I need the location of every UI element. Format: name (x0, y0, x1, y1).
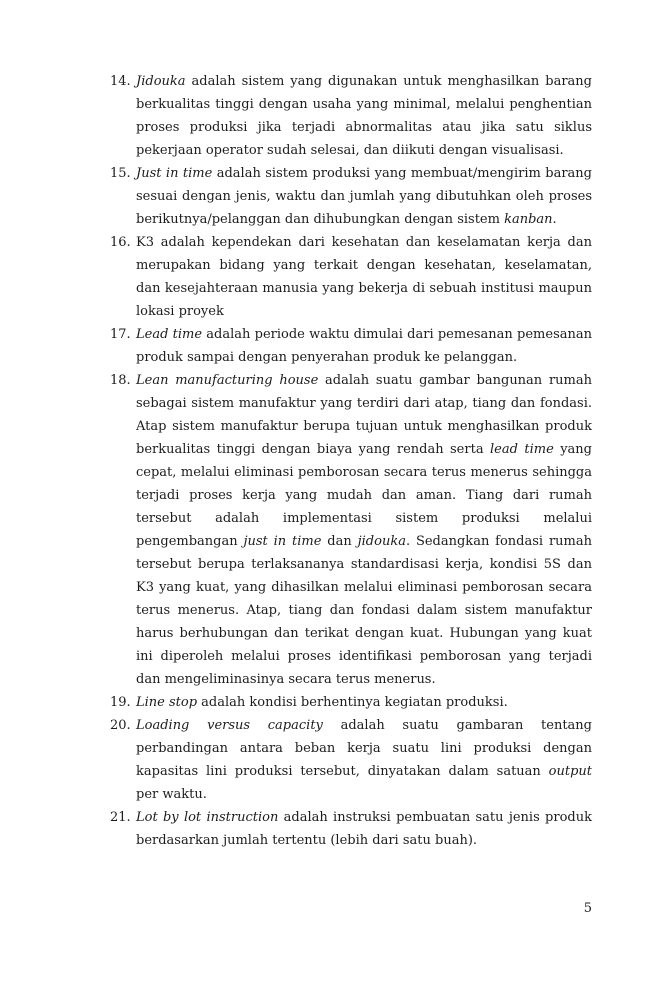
item-text (136, 714, 592, 806)
text-segment: adalah kondisi berhentinya kegiatan produksi. (197, 695, 508, 710)
item-number: 17. (110, 327, 131, 342)
item-number: 19. (110, 695, 131, 710)
term-italic: just in time (243, 534, 322, 549)
text-segment: adalah sistem yang digunakan untuk menghasilkan barang berkualitas tinggi dengan usaha yang minimal, melalui penghentian proses produksi jika terjadi abnormalitas atau jika satu siklus pekerjaan operator sudah selesai, dan diikuti dengan visualisasi. (136, 74, 592, 158)
term-italic: kanban (504, 212, 553, 227)
item-number: 18. (110, 373, 131, 388)
item-text (136, 162, 592, 231)
item-text (136, 806, 592, 852)
text-segment: per waktu. (136, 787, 207, 802)
term-italic: Lean manufacturing house (136, 373, 319, 388)
text-segment: yang cepat, melalui eliminasi pemborosan secara terus menerus sehingga terjadi proses kerja yang mudah dan aman. Tiang dari rumah tersebut adalah implementasi sistem produksi melalui pengembangan (136, 442, 593, 549)
list-item (110, 714, 592, 806)
term-italic: Just in time (136, 166, 213, 181)
list-item (110, 369, 592, 691)
text-segment: adalah sistem produksi yang membuat/mengirim barang sesuai dengan jenis, waktu dan jumlah yang dibutuhkan oleh proses berikutnya/pelanggan dan dihubungkan dengan sistem (136, 166, 592, 227)
term-italic: Line stop (136, 695, 198, 710)
text-segment: adalah suatu gambar bangunan rumah sebagai sistem manufaktur yang terdiri dari atap, tiang dan fondasi. Atap sistem manufaktur berupa tujuan untuk menghasilkan produk berkualitas tinggi dengan biaya yang rendah serta (136, 373, 592, 457)
list-item (110, 806, 592, 852)
item-text (136, 323, 592, 369)
list-item (110, 70, 592, 162)
list-item (110, 231, 592, 323)
term-italic: Lead time (136, 327, 203, 342)
text-segment: adalah instruksi pembuatan satu jenis produk berdasarkan jumlah tertentu (lebih dari satu buah). (136, 810, 592, 848)
text-segment: . Sedangkan fondasi rumah tersebut berupa terlaksananya standardisasi kerja, kondisi 5S dan K3 yang kuat, yang dihasilkan melalui eliminasi pemborosan secara terus menerus. Atap, tiang dan fondasi dalam sistem manufaktur harus berhubungan dan terikat dengan kuat. Hubungan yang kuat ini diperoleh melalui proses identifikasi pemborosan yang terjadi dan mengeliminasinya secara terus menerus. (136, 534, 592, 687)
term-italic: output (548, 764, 592, 779)
item-number: 16. (110, 235, 131, 250)
term-italic: Jidouka (136, 74, 186, 89)
text-segment: dan (321, 534, 358, 549)
item-number: 20. (110, 718, 131, 733)
term-italic: Loading versus capacity (136, 718, 323, 733)
item-text (136, 231, 592, 323)
page-number: 5 (583, 901, 592, 916)
list-item (110, 691, 592, 714)
text-segment: . (552, 212, 557, 227)
list-item (110, 323, 592, 369)
item-text (136, 691, 592, 714)
item-number: 21. (110, 810, 131, 825)
text-segment: K3 adalah kependekan dari kesehatan dan keselamatan kerja dan merupakan bidang yang terkait dengan kesehatan, keselamatan, dan kesejahteraan manusia yang bekerja di sebuah institusi maupun lokasi proyek (136, 235, 592, 319)
text-segment: adalah suatu gambaran tentang perbandingan antara beban kerja suatu lini produksi dengan kapasitas lini produksi tersebut, dinyatakan dalam satuan (136, 718, 592, 779)
text-segment: adalah periode waktu dimulai dari pemesanan pemesanan produk sampai dengan penyerahan produk ke pelanggan. (136, 327, 592, 365)
item-text (136, 70, 592, 162)
term-italic: jidouka (357, 534, 406, 549)
item-number: 14. (110, 74, 131, 89)
glossary-list (110, 70, 592, 852)
term-italic: lead time (490, 442, 554, 457)
item-number: 15. (110, 166, 131, 181)
term-italic: Lot by lot instruction (136, 810, 279, 825)
list-item (110, 162, 592, 231)
item-text (136, 369, 592, 691)
